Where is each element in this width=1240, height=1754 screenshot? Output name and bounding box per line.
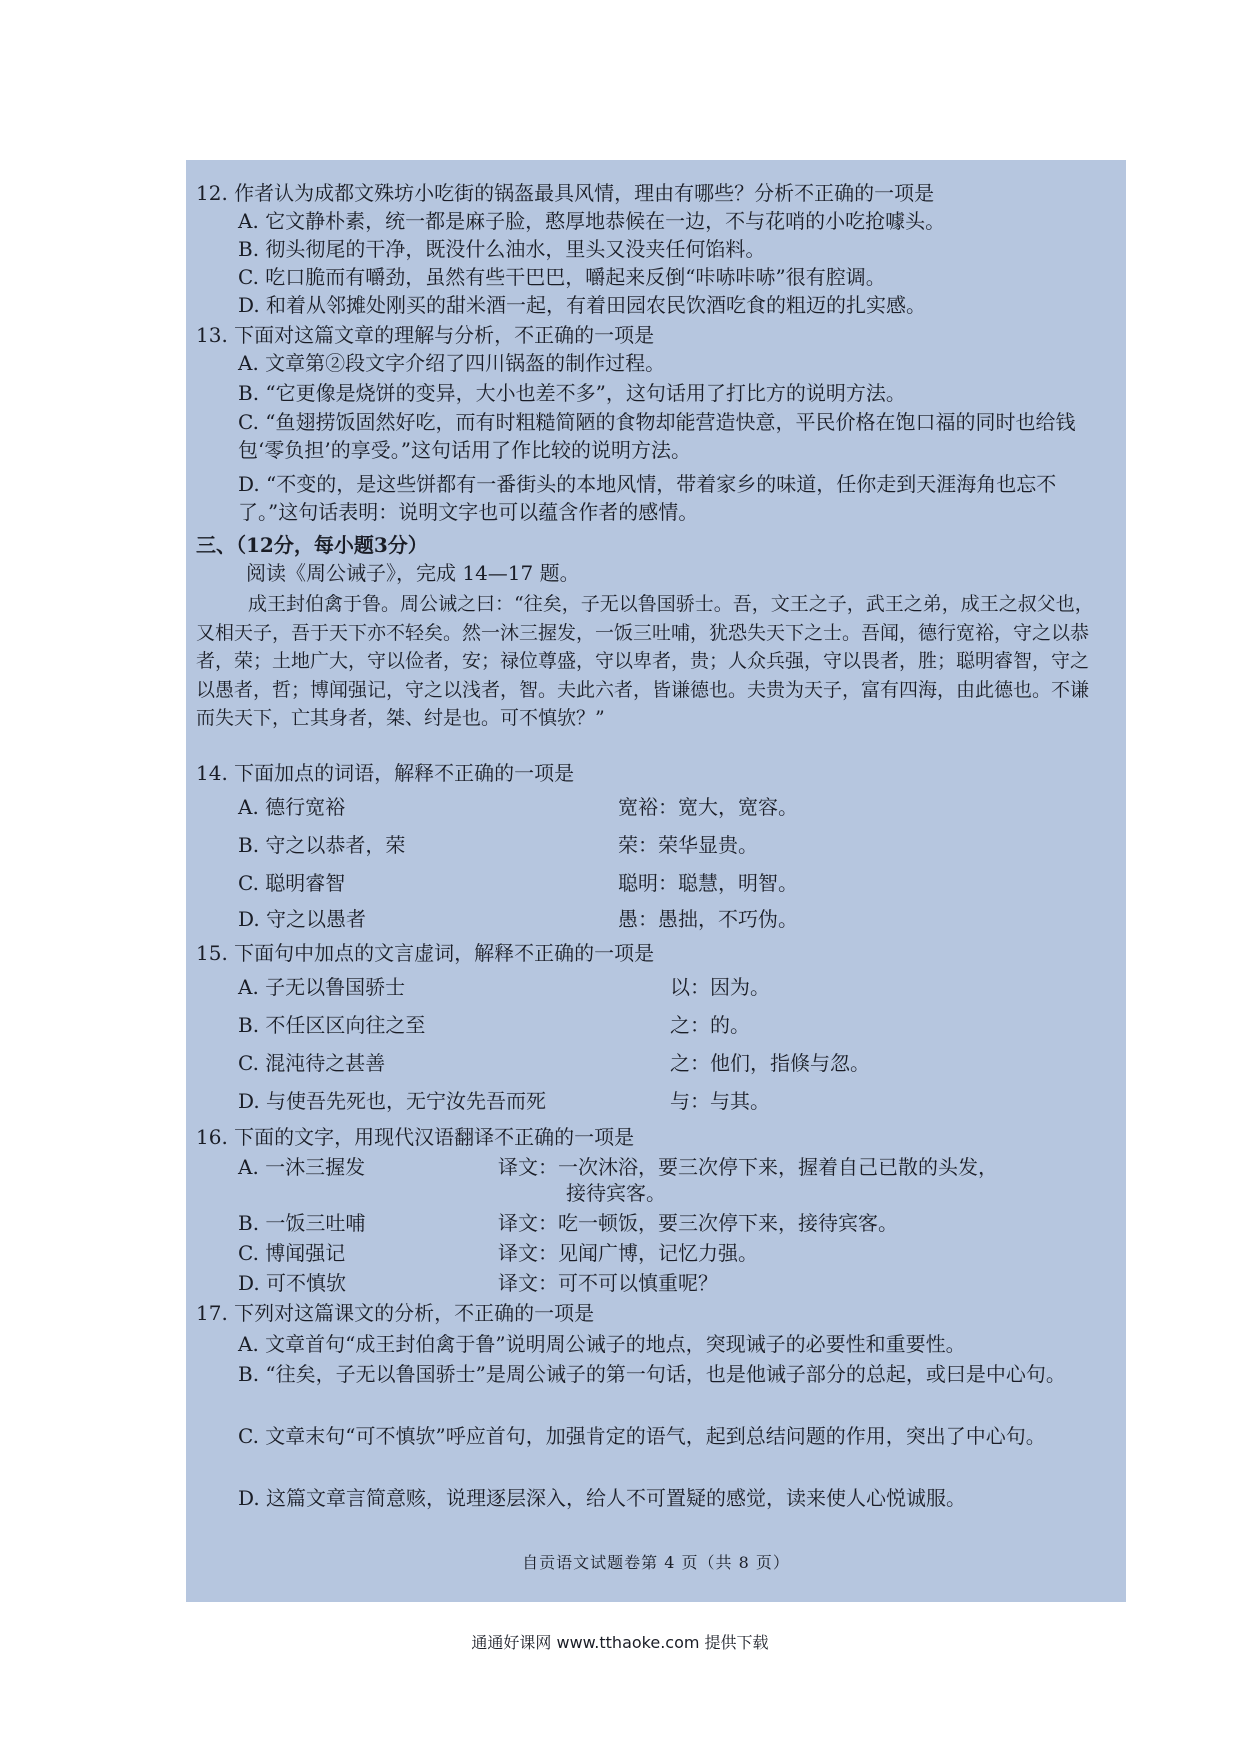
q14-option-a: A. 德行宽裕 xyxy=(238,795,346,819)
q12-stem: 12. 作者认为成都文殊坊小吃街的锅盔最具风情，理由有哪些？分析不正确的一项是 xyxy=(196,181,935,205)
q14-option-b-gloss: 荣：荣华显贵。 xyxy=(618,833,758,857)
q14-stem: 14. 下面加点的词语，解释不正确的一项是 xyxy=(196,761,575,785)
q15-option-d-gloss: 与：与其。 xyxy=(670,1089,770,1113)
q13-stem: 13. 下面对这篇文章的理解与分析，不正确的一项是 xyxy=(196,323,655,347)
q13-option-c: C. “鱼翅捞饭固然好吃，而有时粗糙简陋的食物却能营造快意，平民价格在饱口福的同时也给钱包‘零负担’的享受。”这句话用了作比较的说明方法。 xyxy=(238,410,1076,462)
q16-option-b: B. 一饭三吐哺 xyxy=(238,1211,366,1235)
q12-option-d: D. 和着从邻摊处刚买的甜米酒一起，有着田园农民饮酒吃食的粗迈的扎实感。 xyxy=(238,293,927,317)
q12-option-b: B. 彻头彻尾的干净，既没什么油水，里头又没夹任何馅料。 xyxy=(238,237,766,261)
q16-option-a-translation-cont: 接待宾客。 xyxy=(566,1181,666,1205)
q15-option-c: C. 混沌待之甚善 xyxy=(238,1051,386,1075)
q15-option-b-gloss: 之：的。 xyxy=(670,1013,750,1037)
q13-option-d: D. “不变的，是这些饼都有一番街头的本地风情，带着家乡的味道，任你走到天涯海角也忘不了。”这句话表明：说明文字也可以蕴含作者的感情。 xyxy=(238,472,1057,524)
q14-option-c: C. 聪明睿智 xyxy=(238,871,346,895)
q16-option-b-translation: 译文：吃一顿饭，要三次停下来，接待宾客。 xyxy=(498,1211,898,1235)
q15-option-a-gloss: 以：因为。 xyxy=(670,975,770,999)
q16-stem: 16. 下面的文字，用现代汉语翻译不正确的一项是 xyxy=(196,1125,635,1149)
q15-option-c-gloss: 之：他们，指倏与忽。 xyxy=(670,1051,870,1075)
q15-option-a: A. 子无以鲁国骄士 xyxy=(238,975,406,999)
q15-option-d: D. 与使吾先死也，无宁汝先吾而死 xyxy=(238,1089,547,1113)
q15-option-b: B. 不任区区向往之至 xyxy=(238,1013,426,1037)
q16-option-a-translation: 译文：一次沐浴，要三次停下来，握着自己已散的头发， xyxy=(498,1155,998,1179)
q17-option-a: A. 文章首句“成王封伯禽于鲁”说明周公诫子的地点，突现诫子的必要性和重要性。 xyxy=(238,1332,966,1356)
q16-option-c: C. 博闻强记 xyxy=(238,1241,346,1265)
q17-option-b: B. “往矣，子无以鲁国骄士”是周公诫子的第一句话，也是他诫子部分的总起，或曰是中心句。 xyxy=(238,1362,1066,1386)
q16-option-a: A. 一沐三握发 xyxy=(238,1155,366,1179)
exam-page-photo xyxy=(186,160,1126,1602)
q15-stem: 15. 下面句中加点的文言虚词，解释不正确的一项是 xyxy=(196,941,655,965)
q12-option-c: C. 吃口脆而有嚼劲，虽然有些干巴巴，嚼起来反倒“咔哧咔哧”很有腔调。 xyxy=(238,265,886,289)
q13-option-a: A. 文章第②段文字介绍了四川锅盔的制作过程。 xyxy=(238,351,666,375)
q17-stem: 17. 下列对这篇课文的分析，不正确的一项是 xyxy=(196,1301,595,1325)
q17-option-c: C. 文章末句“可不慎欤”呼应首句，加强肯定的语气，起到总结问题的作用，突出了中心句。 xyxy=(238,1424,1046,1448)
q14-option-d: D. 守之以愚者 xyxy=(238,907,367,931)
q14-option-c-gloss: 聪明：聪慧，明智。 xyxy=(618,871,798,895)
page-footer: 自贡语文试题卷第 4 页（共 8 页） xyxy=(522,1553,790,1572)
q16-option-d: D. 可不慎欤 xyxy=(238,1271,347,1295)
q16-option-c-translation: 译文：见闻广博，记忆力强。 xyxy=(498,1241,758,1265)
q14-option-a-gloss: 宽裕：宽大，宽容。 xyxy=(618,795,798,819)
q17-option-d: D. 这篇文章言简意赅，说理逐层深入，给人不可置疑的感觉，读来使人心悦诚服。 xyxy=(238,1486,967,1510)
q14-option-b: B. 守之以恭者，荣 xyxy=(238,833,406,857)
section-title: 三、（12分，每小题3分） xyxy=(196,533,428,557)
q14-option-d-gloss: 愚：愚拙，不巧伪。 xyxy=(618,907,798,931)
download-credit: 通通好课网 www.tthaoke.com 提供下载 xyxy=(471,1633,769,1652)
q16-option-d-translation: 译文：可不可以慎重呢？ xyxy=(498,1271,718,1295)
q13-option-b: B. “它更像是烧饼的变异，大小也差不多”，这句话用了打比方的说明方法。 xyxy=(238,381,906,405)
q12-option-a: A. 它文静朴素，统一都是麻子脸，憨厚地恭候在一边，不与花哨的小吃抢噱头。 xyxy=(238,209,946,233)
classical-passage: 成王封伯禽于鲁。周公诫之曰：“往矣，子无以鲁国骄士。吾，文王之子，武王之弟，成王之叔父也，又相天子，吾于天下亦不轻矣。然一沐三握发，一饭三吐哺，犹恐失天下之士。吾闻，德行宽裕，守之以恭者，荣；土地广大，守以俭者，安；禄位尊盛，守以卑者，贵；人众兵强，守以畏者，胜；聪明睿智，守之以愚者，哲；博闻强记，守之以浅者，智。夫此六者，皆谦德也。夫贵为天子，富有四海，由此德也。不谦而失天下，亡其身者，桀、纣是也。可不慎欤？” xyxy=(196,593,1094,729)
section-intro: 阅读《周公诫子》，完成 14—17 题。 xyxy=(246,561,580,585)
